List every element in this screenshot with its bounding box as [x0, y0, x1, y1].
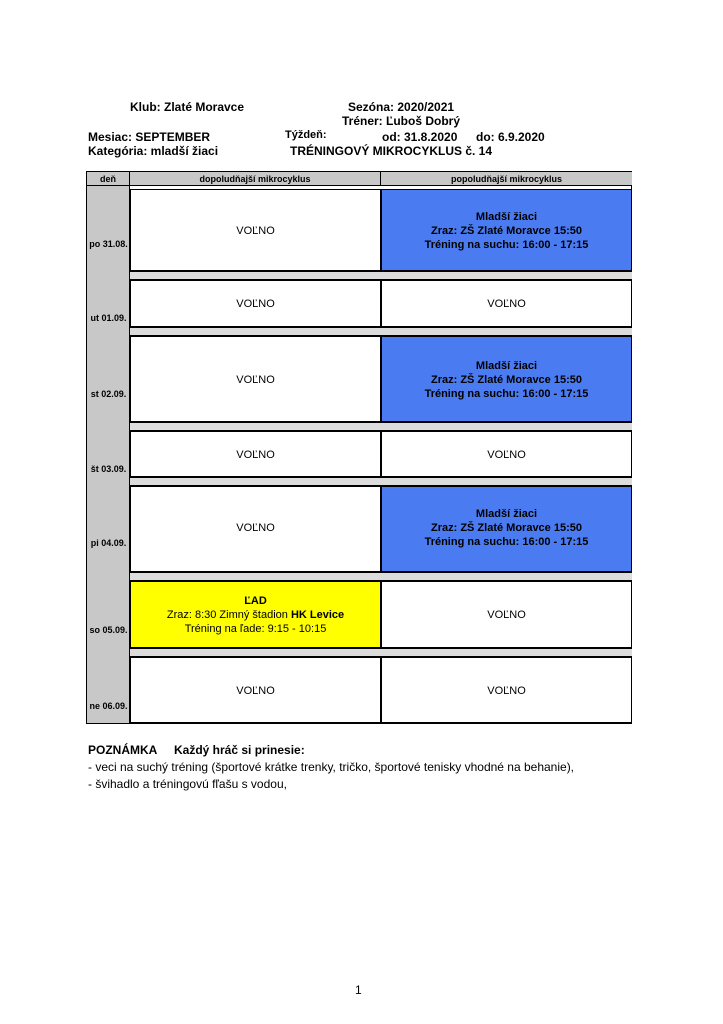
- cell-title: Mladší žiaci: [475, 360, 538, 372]
- cell-title: Mladší žiaci: [475, 508, 538, 520]
- cell-text: VOĽNO: [236, 298, 275, 310]
- morning-cell-ice: [130, 581, 381, 648]
- week-to: do: 6.9.2020: [476, 130, 545, 144]
- row-separator: [130, 477, 632, 486]
- day-label: so 05.09.: [89, 625, 128, 635]
- page-number: 1: [355, 983, 362, 997]
- row-separator: [130, 271, 632, 280]
- cell-training: Tréning na suchu: 16:00 - 17:15: [424, 388, 589, 400]
- morning-cell: [130, 280, 381, 327]
- cell-text: VOĽNO: [236, 449, 275, 461]
- cell-title: Mladší žiaci: [475, 211, 538, 223]
- column-header-afternoon: popoludňajší mikrocyklus: [381, 172, 632, 186]
- cell-text: VOĽNO: [487, 298, 526, 310]
- club-name: Klub: Zlaté Moravce: [130, 100, 245, 114]
- microcycle-title: TRÉNINGOVÝ MIKROCYKLUS č. 14: [290, 144, 493, 158]
- cell-text: VOĽNO: [487, 685, 526, 697]
- meeting-text: Zraz: 8:30 Zimný štadion: [166, 609, 291, 621]
- afternoon-cell-training: [381, 189, 632, 271]
- morning-cell: [130, 486, 381, 572]
- note-line: - švihadlo a tréningovú fľašu s vodou,: [88, 777, 287, 791]
- day-label: pi 04.09.: [90, 538, 127, 548]
- cell-meeting: Zraz: ZŠ Zlaté Moravce 15:50: [430, 374, 582, 386]
- cell-meeting: Zraz: ZŠ Zlaté Moravce 15:50: [430, 522, 582, 534]
- note-subtitle: Každý hráč si prinesie:: [174, 743, 305, 757]
- column-header-day: deň: [87, 172, 130, 186]
- afternoon-cell-training: [381, 486, 632, 572]
- afternoon-cell-training: [381, 336, 632, 422]
- cell-text: VOĽNO: [236, 685, 275, 697]
- week-from: od: 31.8.2020: [382, 130, 458, 144]
- row-separator: [130, 572, 632, 581]
- morning-cell: [130, 431, 381, 477]
- morning-cell: [130, 189, 381, 271]
- cell-meeting: Zraz: ZŠ Zlaté Moravce 15:50: [430, 225, 582, 237]
- note-title: POZNÁMKA: [88, 743, 158, 757]
- category: Kategória: mladší žiaci: [88, 144, 219, 158]
- day-column: [87, 186, 130, 723]
- day-label: ne 06.09.: [89, 701, 128, 711]
- schedule-table: [86, 171, 632, 724]
- season: Sezóna: 2020/2021: [348, 100, 455, 114]
- day-label: št 03.09.: [90, 464, 127, 474]
- row-separator: [130, 327, 632, 336]
- month: Mesiac: SEPTEMBER: [88, 130, 211, 144]
- cell-text: VOĽNO: [236, 522, 275, 534]
- cell-title: ĽAD: [244, 595, 267, 607]
- morning-cell: [130, 657, 381, 723]
- afternoon-cell: [381, 581, 632, 648]
- coach: Tréner: Ľuboš Dobrý: [342, 114, 461, 128]
- meeting-venue: HK Levice: [290, 609, 345, 621]
- morning-cell: [130, 336, 381, 422]
- note-line: - veci na suchý tréning (športové krátke trenky, tričko, športové tenisky vhodné na behanie),: [88, 760, 575, 774]
- cell-text: VOĽNO: [487, 449, 526, 461]
- day-label: st 02.09.: [90, 389, 127, 399]
- afternoon-cell: [381, 280, 632, 327]
- row-separator: [130, 648, 632, 657]
- cell-text: VOĽNO: [487, 609, 526, 621]
- cell-training: Tréning na suchu: 16:00 - 17:15: [424, 536, 589, 548]
- column-header-morning: dopoludňajší mikrocyklus: [130, 172, 381, 186]
- cell-training: Tréning na suchu: 16:00 - 17:15: [424, 239, 589, 251]
- cell-training: Tréning na ľade: 9:15 - 10:15: [184, 623, 327, 635]
- afternoon-cell: [381, 431, 632, 477]
- cell-text: VOĽNO: [236, 225, 275, 237]
- cell-text: VOĽNO: [236, 374, 275, 386]
- row-separator: [130, 422, 632, 431]
- afternoon-cell: [381, 657, 632, 723]
- note-heading: [88, 743, 305, 758]
- day-label: ut 01.09.: [90, 313, 127, 323]
- day-label: po 31.08.: [89, 239, 128, 249]
- cell-meeting: [131, 608, 380, 622]
- week-label: Týždeň:: [285, 129, 327, 141]
